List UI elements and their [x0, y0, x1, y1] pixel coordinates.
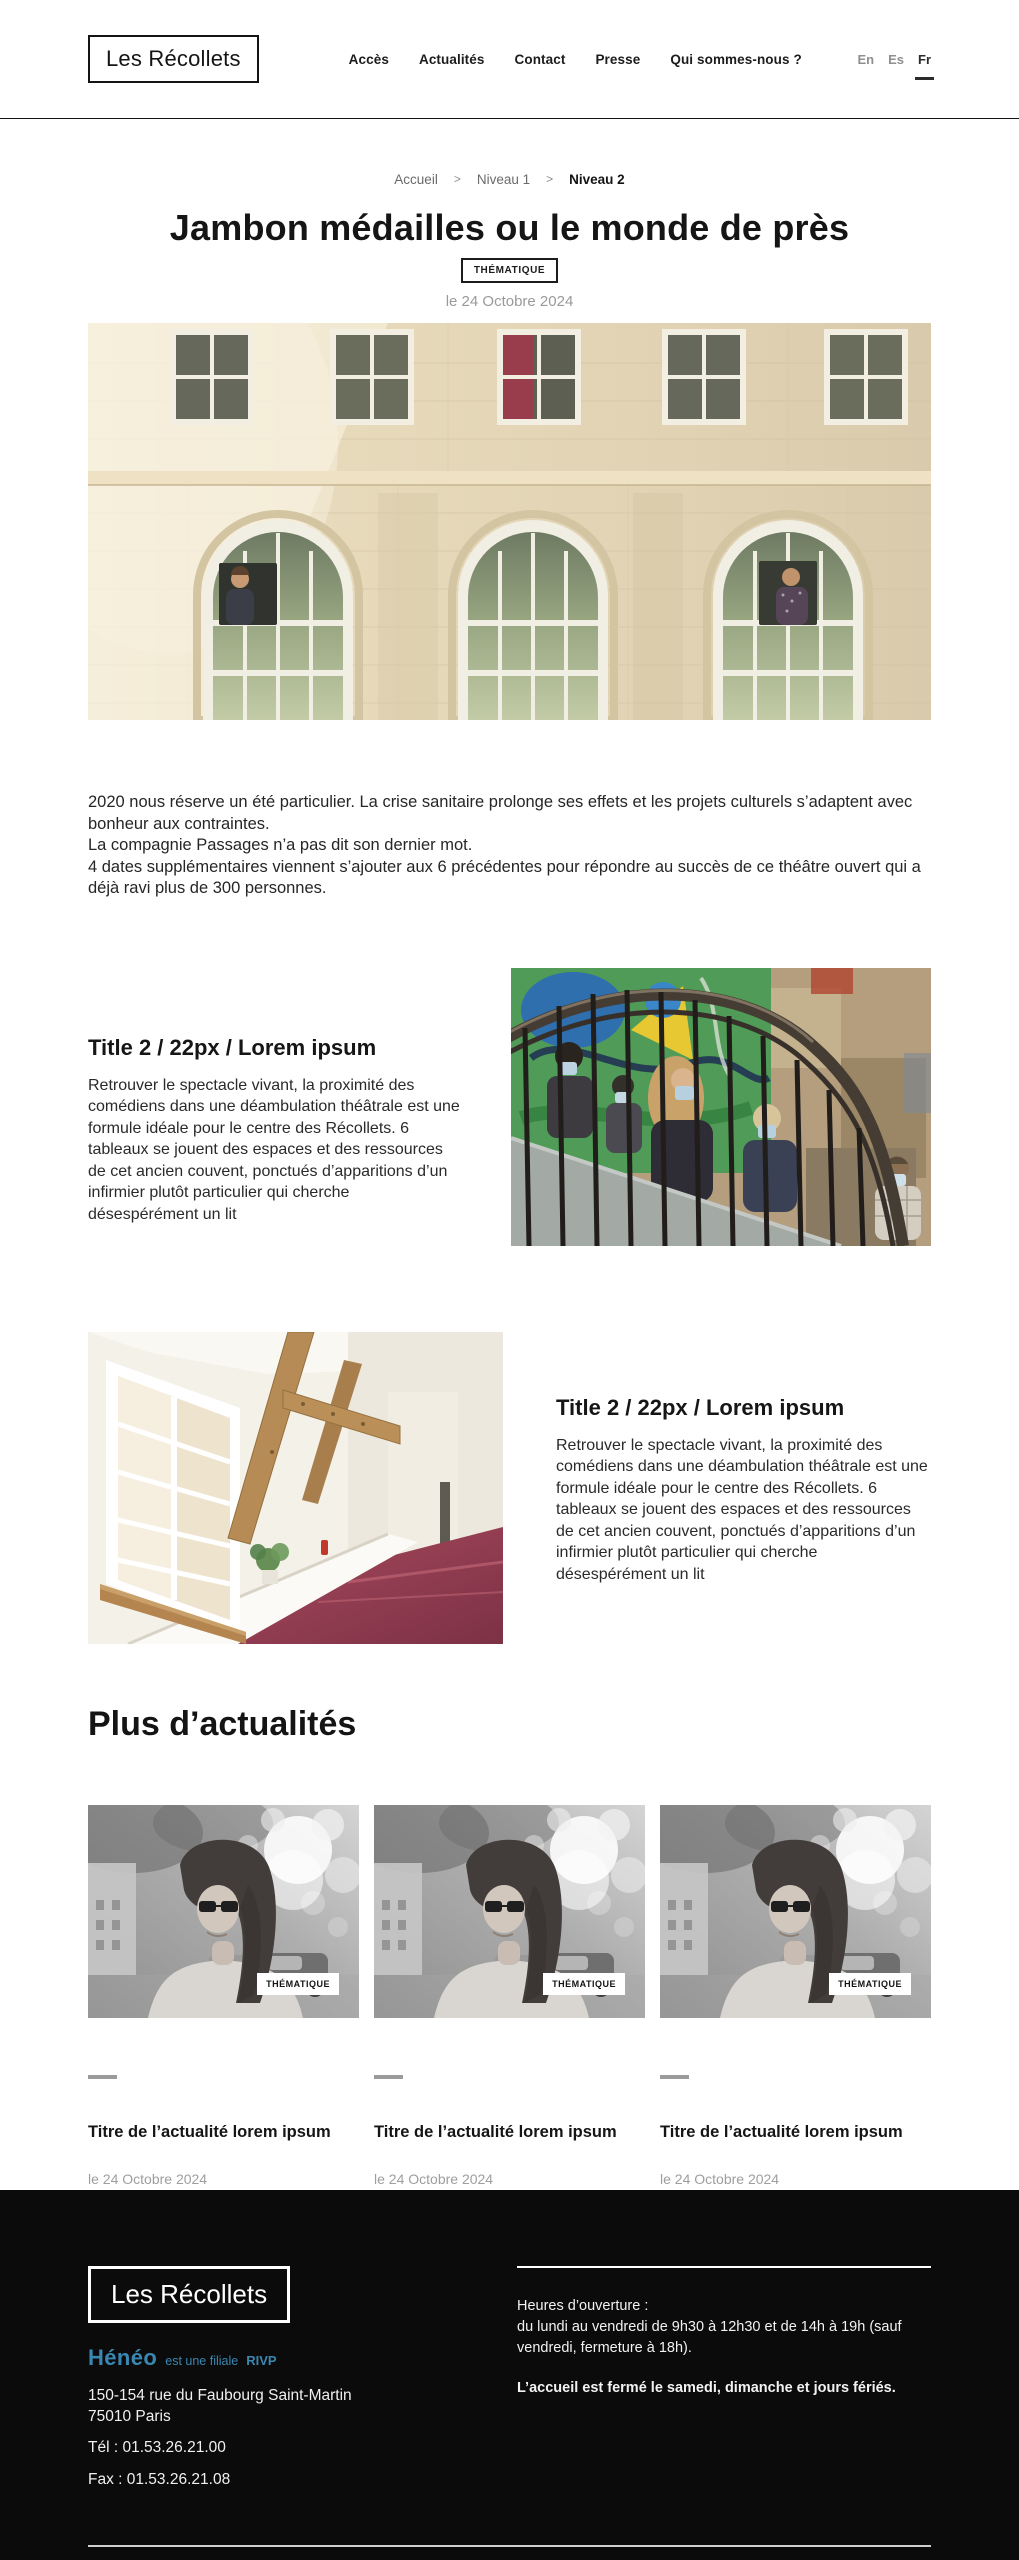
section-2-image-attic-corridor: [88, 1332, 503, 1644]
site-footer: [0, 2190, 1019, 2560]
main-nav: [349, 52, 802, 67]
news-card-date: le 24 Octobre 2024: [374, 2170, 494, 2187]
article-date: le 24 Octobre 2024: [445, 293, 574, 310]
logo-les-recollets[interactable]: Les Récollets: [88, 35, 259, 83]
heneo-logo: Hénéo: [88, 2345, 158, 2370]
card-thematique-tag: THÉMATIQUE: [829, 1973, 911, 1995]
section-2-body: Retrouver le spectacle vivant, la proximité des comédiens dans une déambulation théâtrale est une formule idéale pour le centre des Récollets. 6 tableaux se jouent des espaces et des ressources de cet ancien couvent, ponctués d’apparitions d’un infirmier plutôt particulier qui cherche désespérément un lit: [556, 1436, 928, 1583]
card-dash-divider: [88, 2075, 117, 2079]
intro-line: 4 dates supplémentaires viennent s’ajouter aux 6 précédentes pour répondre au succès de ce théâtre ouvert qui a déjà ravi plus de 300 personnes.: [88, 857, 921, 898]
news-card[interactable]: [374, 1805, 645, 2188]
nav-item-actualites[interactable]: Actualités: [418, 51, 485, 67]
hours-title: Heures d’ouverture :: [517, 2298, 649, 2314]
page-title: Jambon médailles ou le monde de près: [169, 207, 850, 248]
nav-item-qui-sommes-nous[interactable]: Qui sommes-nous ?: [670, 51, 802, 67]
facade-illustration: [88, 323, 931, 720]
breadcrumb-accueil[interactable]: Accueil: [394, 172, 438, 187]
news-card-title[interactable]: Titre de l’actualité lorem ipsum: [660, 2122, 903, 2141]
more-news-heading: Plus d’actualités: [88, 1704, 357, 1743]
footer-bottom-divider: [88, 2545, 931, 2547]
thematique-tag: THÉMATIQUE: [461, 258, 558, 283]
article-intro: [88, 792, 931, 900]
section-1-body: Retrouver le spectacle vivant, la proximité des comédiens dans une déambulation théâtrale est une formule idéale pour le centre des Récollets. 6 tableaux se jouent des espaces et des ressources de cet ancien couvent, ponctués d’apparitions d’un infirmier plutôt particulier qui cherche désespérément un lit: [88, 1076, 460, 1223]
lang-fr-active[interactable]: Fr: [918, 51, 931, 67]
card-thematique-tag: THÉMATIQUE: [257, 1973, 339, 1995]
news-card-image[interactable]: [660, 1805, 931, 2018]
card-dash-divider: [374, 2075, 403, 2079]
footer-logo-les-recollets[interactable]: Les Récollets: [88, 2266, 290, 2323]
breadcrumb: [0, 171, 1019, 188]
address-line-street: 150-154 rue du Faubourg Saint-Martin: [88, 2387, 352, 2404]
news-card-image[interactable]: [88, 1805, 359, 2018]
section-1-image-audience-stairs: [511, 968, 931, 1246]
section-2-title: Title 2 / 22px / Lorem ipsum: [556, 1394, 845, 1420]
heneo-filiale-text: est une filiale: [165, 2354, 239, 2368]
breadcrumb-niveau-1[interactable]: Niveau 1: [476, 172, 531, 187]
news-card[interactable]: [88, 1805, 359, 2188]
chevron-right-icon: >: [453, 172, 461, 186]
news-card[interactable]: [660, 1805, 931, 2188]
address-line-city: 75010 Paris: [88, 2408, 171, 2425]
hours-text: du lundi au vendredi de 9h30 à 12h30 et de 14h à 19h (sauf vendredi, fermeture à 18h).: [517, 2319, 902, 2356]
news-card-date: le 24 Octobre 2024: [88, 2170, 208, 2187]
news-cards-row: [88, 1805, 931, 2188]
news-card-date: le 24 Octobre 2024: [660, 2170, 780, 2187]
closed-notice: L’accueil est fermé le samedi, dimanche et jours fériés.: [517, 2380, 896, 2396]
site-header: [0, 0, 1019, 119]
nav-item-presse[interactable]: Presse: [595, 51, 641, 67]
hero-image-facade: [88, 323, 931, 720]
news-card-title[interactable]: Titre de l’actualité lorem ipsum: [88, 2122, 331, 2141]
section-2-text: [556, 1332, 931, 1644]
footer-right-column: [517, 2266, 931, 2560]
content-section-2: [88, 1332, 931, 1644]
rivp-label: RIVP: [246, 2353, 277, 2368]
section-1-title: Title 2 / 22px / Lorem ipsum: [88, 1034, 377, 1060]
news-card-image[interactable]: [374, 1805, 645, 2018]
section-1-text: [88, 968, 463, 1246]
lang-en[interactable]: En: [857, 51, 875, 67]
footer-address: [88, 2385, 493, 2427]
attic-corridor-illustration: [88, 1332, 503, 1644]
news-card-title[interactable]: Titre de l’actualité lorem ipsum: [374, 2122, 617, 2141]
nav-item-contact[interactable]: Contact: [514, 51, 566, 67]
content-section-1: [88, 968, 931, 1246]
card-thematique-tag: THÉMATIQUE: [543, 1973, 625, 1995]
chevron-right-icon: >: [546, 172, 554, 186]
audience-stairs-illustration: [511, 968, 931, 1246]
footer-left-column: [88, 2266, 493, 2560]
intro-line: La compagnie Passages n’a pas dit son dernier mot.: [88, 836, 473, 855]
footer-phone: Tél : 01.53.26.21.00: [88, 2439, 226, 2456]
footer-fax: Fax : 01.53.26.21.08: [88, 2471, 231, 2488]
intro-line: 2020 nous réserve un été particulier. La crise sanitaire prolonge ses effets et les projets culturels s’adaptent avec bonheur aux contraintes.: [88, 793, 913, 833]
nav-item-acces[interactable]: Accès: [348, 51, 389, 67]
heneo-line: [88, 2345, 493, 2371]
card-dash-divider: [660, 2075, 689, 2079]
language-switcher: [857, 52, 931, 67]
breadcrumb-niveau-2-current: Niveau 2: [569, 172, 625, 187]
lang-es[interactable]: Es: [888, 51, 904, 67]
